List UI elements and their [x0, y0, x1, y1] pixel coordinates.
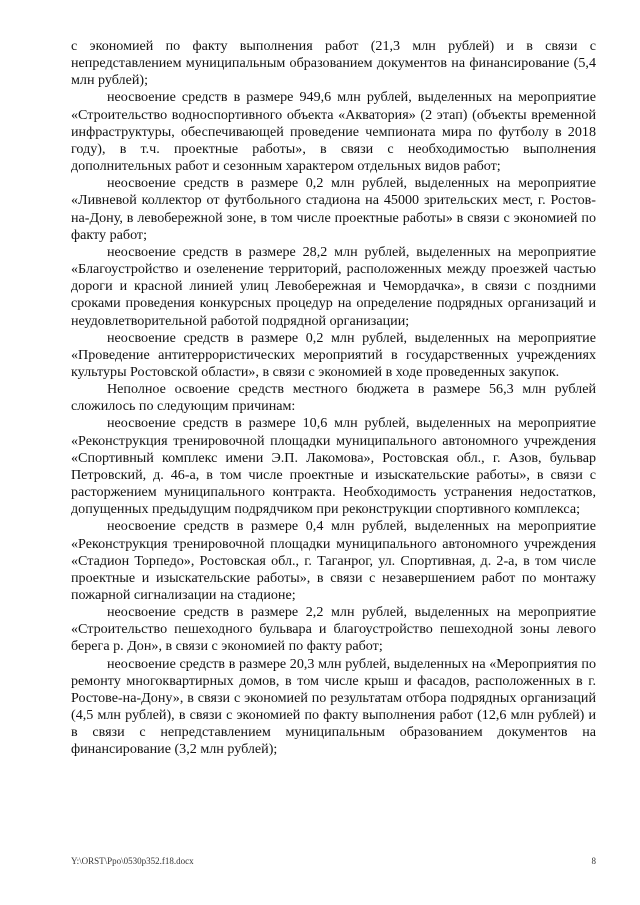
paragraph: неосвоение средств в размере 10,6 млн рублей, выделенных на мероприятие «Реконструкция тренировочной площадки муниципального автономного учреждения «Спортивный комплекс имени Э.П. Лакомова», Ростовская обл., г. Азов, бульвар Петровский, д. 46-а, в том числе проектные и изыскательские работы», в связи с расторжением муниципального контракта. Необходимость устранения недостатков, допущенных предыдущим подрядчиком при реконструкции спортивного комплекса;	[71, 415, 596, 518]
paragraph: неосвоение средств в размере 2,2 млн рублей, выделенных на мероприятие «Строительство пешеходного бульвара и благоустройство пешеходной зоны левого берега р. Дон», в связи с экономией по факту работ;	[71, 604, 596, 655]
footer-file-path: Y:\ORST\Ppo\0530p352.f18.docx	[71, 856, 194, 866]
paragraph: с экономией по факту выполнения работ (21,3 млн рублей) и в связи с непредставлением муниципальным образованием документов на финансирование (5,4 млн рублей);	[71, 38, 596, 89]
paragraph: Неполное освоение средств местного бюджета в размере 56,3 млн рублей сложилось по следующим причинам:	[71, 381, 596, 415]
page-number: 8	[591, 856, 596, 866]
paragraph: неосвоение средств в размере 0,2 млн рублей, выделенных на мероприятие «Ливневой коллектор от футбольного стадиона на 45000 зрительских мест, г. Ростов-на-Дону, в левобережной зоне, в том числе проектные работы» в связи с экономией по факту работ;	[71, 175, 596, 243]
paragraph: неосвоение средств в размере 0,2 млн рублей, выделенных на мероприятие «Проведение антитеррористических мероприятий в государственных учреждениях культуры Ростовской области», в связи с экономией в ходе проведенных закупок.	[71, 329, 596, 380]
paragraph: неосвоение средств в размере 0,4 млн рублей, выделенных на мероприятие «Реконструкция тренировочной площадки муниципального автономного учреждения «Стадион Торпедо», Ростовская обл., г. Таганрог, ул. Спортивная, д. 2-а, в том числе проектные и изыскательские работы», в связи с незавершением работ по монтажу пожарной сигнализации на стадионе;	[71, 518, 596, 603]
paragraph: неосвоение средств в размере 949,6 млн рублей, выделенных на мероприятие «Строительство водноспортивного объекта «Акватория» (2 этап) (объекты временной инфраструктуры, обеспечивающей проведение чемпионата мира по футболу в 2018 году), в т.ч. проектные работы», в связи с необходимостью выполнения дополнительных работ и сезонным характером отдельных видов работ;	[71, 89, 596, 175]
paragraph: неосвоение средств в размере 28,2 млн рублей, выделенных на мероприятие «Благоустройство и озеленение территорий, расположенных между проезжей частью дороги и красной линией улиц Левобережная и Чемордачка», в связи с поздними сроками проведения конкурсных процедур на определение подрядных организаций и неудовлетворительной работой подрядной организации;	[71, 243, 596, 329]
paragraph: неосвоение средств в размере 20,3 млн рублей, выделенных на «Мероприятия по ремонту многоквартирных домов, в том числе крыш и фасадов, расположенных в г. Ростове-на-Дону», в связи с экономией по результатам отбора подрядных организаций (4,5 млн рублей), в связи с экономией по факту выполнения работ (12,6 млн рублей) и в связи с непредставлением муниципальным образованием документов на финансирование (3,2 млн рублей);	[71, 655, 596, 758]
document-body	[71, 38, 596, 759]
